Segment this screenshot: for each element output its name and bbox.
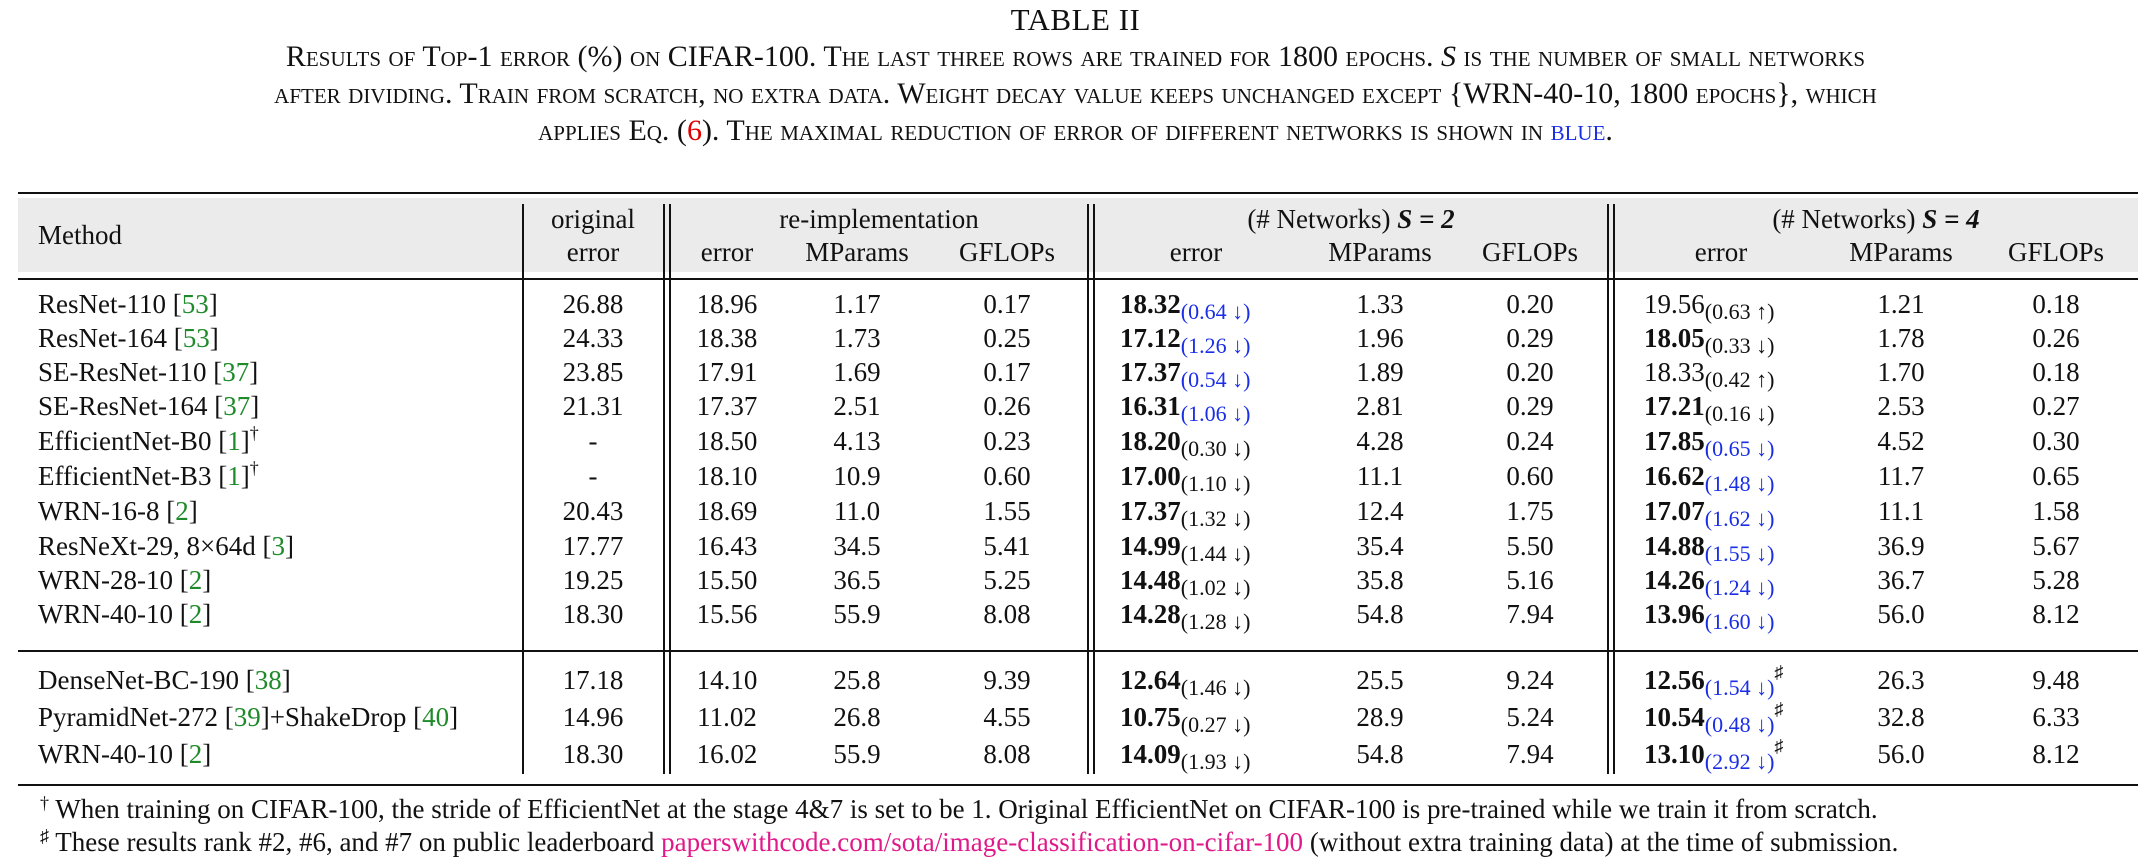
table-header-rule bbox=[18, 278, 2138, 280]
cell-s4-mp: 1.78 bbox=[1877, 323, 1925, 353]
cell-s2-mp: 1.89 bbox=[1356, 357, 1404, 387]
cell-s4-mp: 1.21 bbox=[1877, 289, 1925, 319]
cell-s2-error: $14.99_{(1.44 ↓)}$ bbox=[1120, 531, 1251, 566]
cell-s4-error: $18.05_{(0.33 ↓)}$ bbox=[1644, 323, 1775, 358]
leaderboard-link[interactable]: paperswithcode.com/sota/image-classification-on-cifar-100 bbox=[661, 827, 1304, 857]
cell-re-gf: 5.25 bbox=[983, 565, 1031, 595]
dagger-mark: † bbox=[249, 458, 259, 478]
cell-re-mp: 36.5 bbox=[833, 565, 881, 595]
cell-s4-error: $17.21_{(0.16 ↓)}$ bbox=[1644, 391, 1775, 426]
citation-link[interactable]: 1 bbox=[227, 426, 241, 456]
cell-re-err: 17.37 bbox=[696, 391, 758, 421]
cell-orig: 14.96 bbox=[562, 702, 624, 732]
cell-s2-mp: 2.81 bbox=[1356, 391, 1404, 421]
col-rule-s2-b bbox=[1093, 204, 1095, 774]
method-cell: WRN-28-10 [2] bbox=[38, 565, 212, 595]
header-original-2: error bbox=[566, 237, 620, 267]
cell-s4-mp: 56.0 bbox=[1877, 599, 1925, 629]
cell-orig: 19.25 bbox=[562, 565, 624, 595]
cell-s2-error: $16.31_{(1.06 ↓)}$ bbox=[1120, 391, 1251, 426]
cell-s2-mp: 12.4 bbox=[1356, 496, 1404, 526]
header-re-mparams: MParams bbox=[805, 237, 909, 267]
cell-re-mp: 26.8 bbox=[833, 702, 881, 732]
cell-s2-mp: 1.33 bbox=[1356, 289, 1404, 319]
cell-orig: - bbox=[588, 461, 598, 491]
cell-s4-error: $10.54_{(0.48 ↓)}^♯$ bbox=[1644, 699, 1784, 737]
cell-s4-gf: 9.48 bbox=[2032, 665, 2080, 695]
cell-s4-gf: 1.58 bbox=[2032, 496, 2080, 526]
cell-re-err: 11.02 bbox=[697, 702, 757, 732]
cell-s4-mp: 11.7 bbox=[1877, 461, 1925, 491]
citation-link[interactable]: 40 bbox=[422, 702, 450, 732]
cell-s4-error: $12.56_{(1.54 ↓)}^♯$ bbox=[1644, 662, 1784, 700]
cell-s4-error: $19.56_{(0.63 ↑)}$ bbox=[1644, 289, 1775, 324]
citation-link[interactable]: 38 bbox=[254, 665, 282, 695]
col-rule-reimpl-b bbox=[669, 204, 671, 774]
col-rule-s4-b bbox=[1613, 204, 1615, 774]
citation-link[interactable]: 1 bbox=[227, 461, 241, 491]
header-method: Method bbox=[38, 220, 122, 250]
cell-re-err: 15.50 bbox=[696, 565, 758, 595]
cell-s4-gf: 8.12 bbox=[2032, 599, 2080, 629]
cell-re-err: 16.43 bbox=[696, 531, 758, 561]
equation-ref-link[interactable]: 6 bbox=[686, 114, 702, 147]
cell-re-mp: 55.9 bbox=[833, 599, 881, 629]
cell-s4-mp: 36.7 bbox=[1877, 565, 1925, 595]
cell-s2-mp: 35.4 bbox=[1356, 531, 1404, 561]
cell-re-err: 18.38 bbox=[696, 323, 758, 353]
footnote-sharp: ♯ These results rank #2, #6, and #7 on public leaderboard paperswithcode.com/sota/image-classification-on-cifar-100 (without extra training data) at the time of submission. bbox=[40, 826, 1899, 857]
cell-s2-gf: 0.24 bbox=[1506, 426, 1554, 456]
sharp-mark: ♯ bbox=[1774, 699, 1784, 719]
method-cell: ResNeXt-29, 8×64d [3] bbox=[38, 531, 294, 561]
cell-s2-gf: 7.94 bbox=[1506, 599, 1554, 629]
cell-s2-gf: 0.29 bbox=[1506, 391, 1554, 421]
method-cell: EfficientNet-B0 [1]† bbox=[38, 423, 259, 456]
cell-re-mp: 25.8 bbox=[833, 665, 881, 695]
method-cell: PyramidNet-272 [39]+ShakeDrop [40] bbox=[38, 702, 459, 732]
cell-s4-error: $14.88_{(1.55 ↓)}$ bbox=[1644, 531, 1775, 566]
method-cell: WRN-16-8 [2] bbox=[38, 496, 198, 526]
cell-orig: 24.33 bbox=[562, 323, 624, 353]
header-s2-gflops: GFLOPs bbox=[1481, 237, 1579, 267]
cell-re-mp: 10.9 bbox=[833, 461, 881, 491]
cell-s4-mp: 32.8 bbox=[1877, 702, 1925, 732]
cell-s2-gf: 5.16 bbox=[1506, 565, 1554, 595]
citation-link[interactable]: 3 bbox=[271, 531, 285, 561]
cell-s4-gf: 0.30 bbox=[2032, 426, 2080, 456]
method-cell: WRN-40-10 [2] bbox=[38, 739, 212, 769]
cell-s2-gf: 0.60 bbox=[1506, 461, 1554, 491]
header-s2-error: error bbox=[1169, 237, 1223, 267]
cell-s2-mp: 28.9 bbox=[1356, 702, 1404, 732]
cell-orig: 23.85 bbox=[562, 357, 624, 387]
cell-orig: 20.43 bbox=[562, 496, 624, 526]
col-rule-s2-a bbox=[1087, 204, 1089, 774]
cell-re-gf: 0.17 bbox=[983, 289, 1031, 319]
cell-s4-mp: 36.9 bbox=[1877, 531, 1925, 561]
cell-re-gf: 8.08 bbox=[983, 739, 1031, 769]
cell-re-gf: 1.55 bbox=[983, 496, 1031, 526]
header-s2-mparams: MParams bbox=[1328, 237, 1432, 267]
col-rule-s4-a bbox=[1607, 204, 1609, 774]
cell-s4-error: $18.33_{(0.42 ↑)}$ bbox=[1644, 357, 1775, 392]
header-re-error: error bbox=[700, 237, 754, 267]
cell-s2-error: $10.75_{(0.27 ↓)}$ bbox=[1120, 702, 1251, 737]
cell-s2-error: $17.00_{(1.10 ↓)}$ bbox=[1120, 461, 1251, 496]
cell-s2-mp: 35.8 bbox=[1356, 565, 1404, 595]
cell-re-err: 18.10 bbox=[696, 461, 758, 491]
method-cell: WRN-40-10 [2] bbox=[38, 599, 212, 629]
cell-re-err: 18.50 bbox=[696, 426, 758, 456]
method-cell: ResNet-110 [53] bbox=[38, 289, 218, 319]
cell-re-mp: 1.17 bbox=[833, 289, 881, 319]
citation-link[interactable]: 53 bbox=[181, 289, 209, 319]
cell-s2-mp: 11.1 bbox=[1356, 461, 1404, 491]
cell-s4-mp: 1.70 bbox=[1877, 357, 1925, 387]
cell-s4-gf: 0.26 bbox=[2032, 323, 2080, 353]
method-cell: SE-ResNet-164 [37] bbox=[38, 391, 260, 421]
caption-line-2: after dividing. Train from scratch, no extra data. Weight decay value keeps unchanged except {WRN-40-10, 1800 epochs}, which bbox=[274, 77, 1877, 110]
cell-s2-error: $18.32_{(0.64 ↓)}$ bbox=[1120, 289, 1251, 324]
cell-s2-gf: 0.20 bbox=[1506, 357, 1554, 387]
cell-orig: 21.31 bbox=[562, 391, 624, 421]
citation-link[interactable]: 39 bbox=[233, 702, 261, 732]
citation-link[interactable]: 37 bbox=[223, 391, 251, 421]
cell-re-mp: 2.51 bbox=[833, 391, 881, 421]
cell-s2-gf: 1.75 bbox=[1506, 496, 1554, 526]
header-re-gflops: GFLOPs bbox=[958, 237, 1056, 267]
cell-s2-gf: 5.24 bbox=[1506, 702, 1554, 732]
cell-s4-gf: 0.18 bbox=[2032, 357, 2080, 387]
citation-link[interactable]: 2 bbox=[188, 739, 203, 769]
cell-s4-gf: 0.18 bbox=[2032, 289, 2080, 319]
method-cell: SE-ResNet-110 [37] bbox=[38, 357, 259, 387]
header-s4-mparams: MParams bbox=[1849, 237, 1953, 267]
cell-re-gf: 4.55 bbox=[983, 702, 1031, 732]
citation-link[interactable]: 2 bbox=[188, 565, 203, 595]
cell-re-gf: 0.25 bbox=[983, 323, 1031, 353]
cell-s2-error: $14.48_{(1.02 ↓)}$ bbox=[1120, 565, 1251, 600]
cell-s2-error: $17.12_{(1.26 ↓)}$ bbox=[1120, 323, 1251, 358]
cell-s4-error: $13.10_{(2.92 ↓)}^♯$ bbox=[1644, 736, 1784, 774]
cell-s2-error: $14.09_{(1.93 ↓)}$ bbox=[1120, 739, 1251, 774]
cell-s4-error: $14.26_{(1.24 ↓)}$ bbox=[1644, 565, 1775, 600]
cell-s4-gf: 0.65 bbox=[2032, 461, 2080, 491]
cell-s2-gf: 0.20 bbox=[1506, 289, 1554, 319]
citation-link[interactable]: 2 bbox=[175, 496, 189, 526]
header-s4-error: error bbox=[1694, 237, 1748, 267]
cell-re-err: 18.69 bbox=[696, 496, 758, 526]
cell-re-mp: 1.73 bbox=[833, 323, 881, 353]
cell-s4-error: $16.62_{(1.48 ↓)}$ bbox=[1644, 461, 1775, 496]
footnote-dagger: † When training on CIFAR-100, the stride of EfficientNet at the stage 4&7 is set to be 1. Original EfficientNet on CIFAR-100 is pre-trained while we train it from scratch. bbox=[40, 793, 1878, 824]
sharp-mark: ♯ bbox=[1774, 736, 1784, 756]
cell-s2-mp: 54.8 bbox=[1356, 599, 1404, 629]
cell-s4-mp: 56.0 bbox=[1877, 739, 1925, 769]
citation-link[interactable]: 2 bbox=[188, 599, 203, 629]
cell-s2-mp: 25.5 bbox=[1356, 665, 1404, 695]
citation-link[interactable]: 53 bbox=[182, 323, 210, 353]
cell-s4-gf: 5.28 bbox=[2032, 565, 2080, 595]
cell-re-gf: 0.26 bbox=[983, 391, 1031, 421]
header-s2: (# Networks) S = 2 bbox=[1247, 204, 1455, 234]
header-s4: (# Networks) S = 4 bbox=[1772, 204, 1980, 234]
header-reimplementation: re-implementation bbox=[779, 204, 979, 234]
cell-re-mp: 1.69 bbox=[833, 357, 881, 387]
cell-re-gf: 0.17 bbox=[983, 357, 1031, 387]
cell-re-gf: 0.60 bbox=[983, 461, 1031, 491]
cell-orig: 17.77 bbox=[562, 531, 624, 561]
cell-re-mp: 11.0 bbox=[833, 496, 881, 526]
sharp-mark: ♯ bbox=[1774, 662, 1784, 682]
cell-s2-mp: 4.28 bbox=[1356, 426, 1404, 456]
cell-re-err: 14.10 bbox=[696, 665, 758, 695]
cell-s4-error: $17.07_{(1.62 ↓)}$ bbox=[1644, 496, 1775, 531]
cell-re-mp: 4.13 bbox=[833, 426, 881, 456]
cell-s2-mp: 1.96 bbox=[1356, 323, 1404, 353]
cell-re-gf: 8.08 bbox=[983, 599, 1031, 629]
cell-re-err: 18.96 bbox=[696, 289, 758, 319]
cell-s2-gf: 5.50 bbox=[1506, 531, 1554, 561]
cell-s2-gf: 9.24 bbox=[1506, 665, 1554, 695]
cell-re-err: 17.91 bbox=[696, 357, 758, 387]
cell-s4-gf: 5.67 bbox=[2032, 531, 2080, 561]
caption-line-1: Results of Top-1 error (%) on CIFAR-100. The last three rows are trained for 1800 epochs. S is the number of small networks bbox=[285, 40, 1866, 73]
cell-s2-error: $12.64_{(1.46 ↓)}$ bbox=[1120, 665, 1251, 700]
header-original-1: original bbox=[551, 204, 635, 234]
table-label: TABLE II bbox=[1010, 2, 1141, 37]
cell-s2-error: $17.37_{(1.32 ↓)}$ bbox=[1120, 496, 1251, 531]
cell-s4-mp: 26.3 bbox=[1877, 665, 1925, 695]
cell-s2-error: $14.28_{(1.28 ↓)}$ bbox=[1120, 599, 1251, 634]
cell-orig: 26.88 bbox=[562, 289, 624, 319]
cell-orig: 18.30 bbox=[562, 599, 624, 629]
cell-s2-gf: 0.29 bbox=[1506, 323, 1554, 353]
table-group-rule bbox=[18, 650, 2138, 652]
cell-s4-error: $13.96_{(1.60 ↓)}$ bbox=[1644, 599, 1775, 634]
cell-s4-mp: 2.53 bbox=[1877, 391, 1925, 421]
cell-orig: - bbox=[588, 426, 598, 456]
cell-re-mp: 34.5 bbox=[833, 531, 881, 561]
cell-s4-gf: 0.27 bbox=[2032, 391, 2080, 421]
table-top-rule bbox=[18, 192, 2138, 194]
cell-orig: 17.18 bbox=[562, 665, 624, 695]
method-cell: ResNet-164 [53] bbox=[38, 323, 219, 353]
cell-re-err: 15.56 bbox=[696, 599, 758, 629]
cell-s4-mp: 11.1 bbox=[1877, 496, 1925, 526]
cell-re-gf: 0.23 bbox=[983, 426, 1031, 456]
cell-s4-mp: 4.52 bbox=[1877, 426, 1925, 456]
method-cell: EfficientNet-B3 [1]† bbox=[38, 458, 259, 491]
caption-line-3: applies Eq. (6). The maximal reduction of error of different networks is shown in blue. bbox=[538, 114, 1613, 147]
cell-s2-gf: 7.94 bbox=[1506, 739, 1554, 769]
cell-orig: 18.30 bbox=[562, 739, 624, 769]
cell-s4-gf: 6.33 bbox=[2032, 702, 2080, 732]
dagger-mark: † bbox=[249, 423, 259, 443]
cell-s4-gf: 8.12 bbox=[2032, 739, 2080, 769]
cell-s4-error: $17.85_{(0.65 ↓)}$ bbox=[1644, 426, 1775, 461]
table-bottom-rule bbox=[18, 784, 2138, 786]
cell-re-err: 16.02 bbox=[696, 739, 758, 769]
col-rule-reimpl-a bbox=[663, 204, 665, 774]
cell-re-gf: 9.39 bbox=[983, 665, 1031, 695]
cell-s2-error: $18.20_{(0.30 ↓)}$ bbox=[1120, 426, 1251, 461]
cell-s2-error: $17.37_{(0.54 ↓)}$ bbox=[1120, 357, 1251, 392]
citation-link[interactable]: 37 bbox=[222, 357, 250, 387]
method-cell: DenseNet-BC-190 [38] bbox=[38, 665, 291, 695]
cell-re-mp: 55.9 bbox=[833, 739, 881, 769]
cell-s2-mp: 54.8 bbox=[1356, 739, 1404, 769]
cell-re-gf: 5.41 bbox=[983, 531, 1031, 561]
header-s4-gflops: GFLOPs bbox=[2007, 237, 2105, 267]
